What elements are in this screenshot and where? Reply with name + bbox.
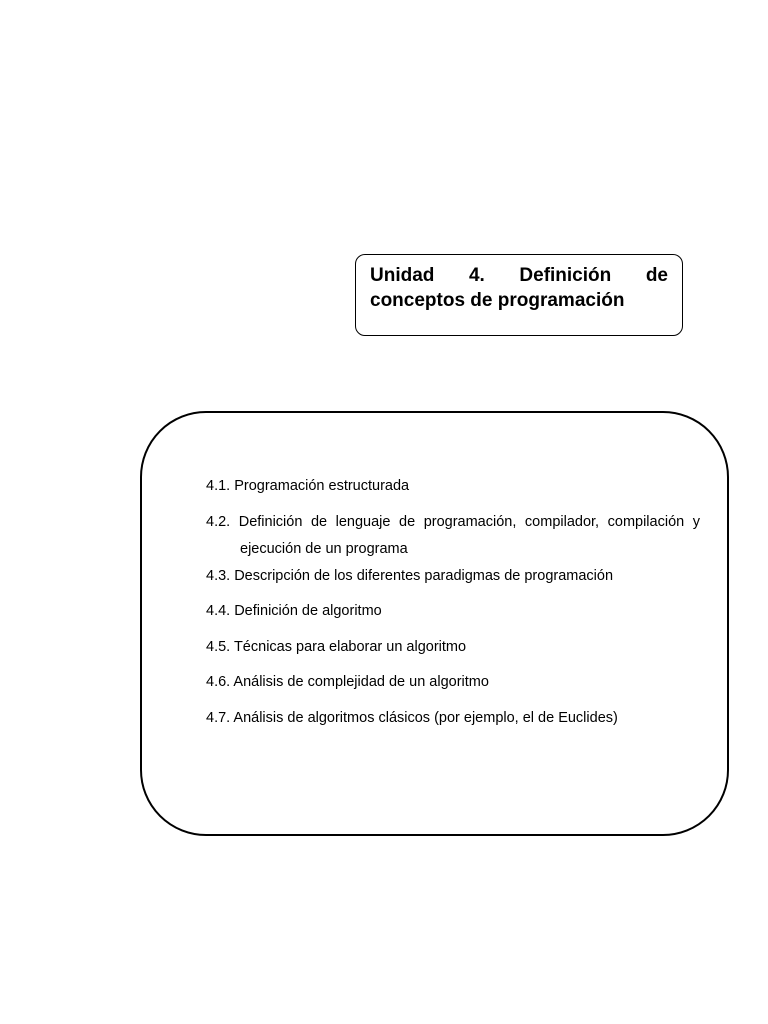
unit-contents-list [206,473,700,740]
unit-title: Unidad 4. Definición de conceptos de programación [370,265,668,311]
contents-item-4-6: 4.6. Análisis de complejidad de un algoritmo [206,674,489,690]
contents-item-4-7: 4.7. Análisis de algoritmos clásicos (por ejemplo, el de Euclides) [206,709,618,726]
contents-item-4-1: 4.1. Programación estructurada [206,478,410,494]
unit-title-box [355,254,683,336]
contents-item-4-2: 4.2. Definición de lenguaje de programación, compilador, compilación y ejecución de un programa [206,513,700,557]
contents-item-4-3: 4.3. Descripción de los diferentes paradigmas de programación [206,567,614,584]
unit-contents-box [140,411,729,836]
contents-item-4-5: 4.5. Técnicas para elaborar un algoritmo [206,638,467,655]
contents-item-4-4: 4.4. Definición de algoritmo [206,603,382,619]
